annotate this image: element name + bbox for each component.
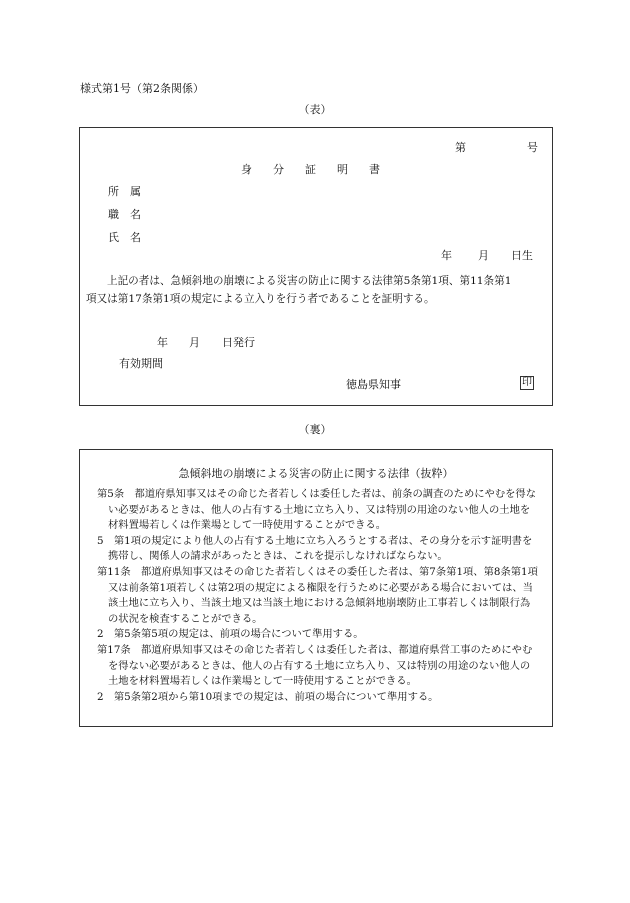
issue-day: 日発行	[222, 336, 255, 349]
law-title: 急傾斜地の崩壊による災害の防止に関する法律（抜粋）	[178, 467, 454, 480]
front-side-label: （表）	[298, 103, 332, 116]
certificate-back-box	[79, 449, 553, 727]
birth-year: 年	[441, 249, 452, 262]
certificate-title: 身 分 証 明 書	[241, 163, 380, 176]
form-number: 様式第1号（第2条関係）	[80, 82, 204, 95]
number-label-go: 号	[527, 141, 538, 154]
article-17: 第17条 都道府県知事又はその命じた者若しくは委任した者は、都道府県営工事のためにやむを得ない必要があるときは、他人の占有する土地に立ち入り、又は特別の用途のない他人の土地を材料置場若しくは作業場として一時使用することができる。	[97, 643, 533, 688]
field-name: 氏 名	[108, 231, 141, 244]
article-11: 第11条 都道府県知事又はその命じた者若しくはその委任した者は、第7条第1項、第8条第1項又は前条第1項若しくは第2項の規定による権限を行うために必要がある場合においては、当該土地に立ち入り、当該土地又は当該土地における急傾斜地崩壊防止工事若しくは制限行為の状況を検査することができる。	[97, 565, 538, 625]
field-position: 職 名	[108, 208, 141, 221]
law-articles	[97, 487, 539, 705]
certification-line-1: 上記の者は、急傾斜地の崩壊による災害の防止に関する法律第5条第1項、第11条第1	[107, 275, 512, 287]
article-11-paragraph-2: 2 第5条第5項の規定は、前項の場合について準用する。	[97, 628, 364, 641]
field-affiliation: 所 属	[108, 185, 141, 198]
seal-stamp: 印	[522, 377, 532, 388]
number-label-dai: 第	[455, 141, 466, 154]
article-5-paragraph-5: 5 第1項の規定により他人の占有する土地に立ち入ろうとする者は、その身分を示す証明書を携帯し、関係人の請求があったときは、これを提示しなければならない。	[97, 534, 533, 563]
issue-year: 年	[157, 336, 168, 349]
issuer: 徳島県知事	[346, 378, 401, 391]
certification-line-2: 項又は第17条第1項の規定による立入りを行う者であることを証明する。	[86, 293, 435, 305]
issue-month: 月	[189, 336, 200, 349]
article-5: 第5条 都道府県知事又はその命じた者若しくは委任した者は、前条の調査のためにやむを得ない必要があるときは、他人の占有する土地に立ち入り、又は特別の用途のない他人の土地を材料置場若しくは作業場として一時使用することができる。	[97, 488, 537, 532]
article-17-paragraph-2: 2 第5条第2項から第10項までの規定は、前項の場合について準用する。	[97, 690, 439, 703]
birth-day: 日生	[511, 249, 533, 262]
birth-month: 月	[478, 249, 489, 262]
certificate-front-box	[79, 127, 553, 406]
back-side-label: （裏）	[298, 423, 332, 436]
validity-period: 有効期間	[119, 357, 163, 370]
